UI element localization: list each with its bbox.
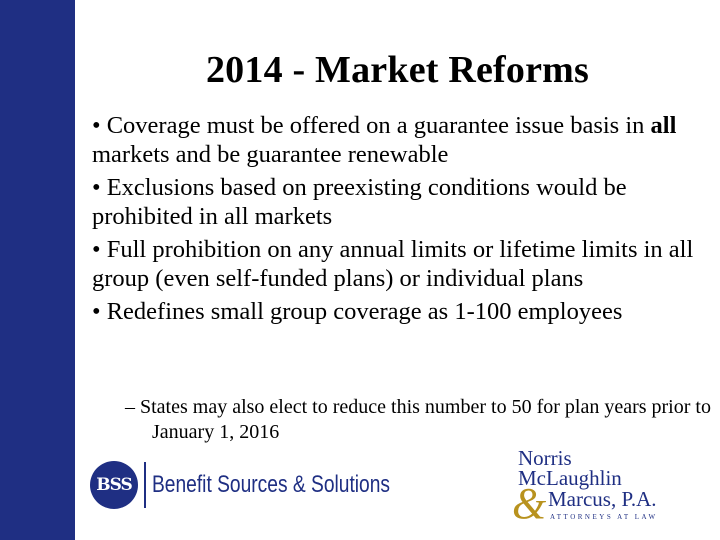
firm-name-line1: Norris: [518, 446, 572, 470]
norris-mclaughlin-logo: [510, 440, 710, 535]
left-sidebar-band: [0, 0, 75, 540]
bullet-item: [92, 297, 707, 326]
bullet-list: [92, 111, 707, 330]
bullet-text: • Coverage must be offered on a guarantee issue basis in: [92, 112, 651, 139]
bullet-item: [92, 111, 707, 169]
benefit-sources-logo: [90, 458, 450, 512]
bullet-text: markets and be guarantee renewable: [92, 141, 449, 168]
bss-seal-text: BSS: [96, 475, 132, 495]
firm-name-line3: Marcus, P.A.: [548, 487, 657, 511]
bullet-text: • Redefines small group coverage as 1-100 employees: [92, 298, 623, 325]
bullet-item: [92, 173, 707, 231]
firm-tagline: ATTORNEYS AT LAW: [550, 513, 658, 521]
bullet-text: • Exclusions based on preexisting conditions would be prohibited in all markets: [92, 174, 627, 230]
logo-divider: [144, 462, 146, 508]
bss-seal-icon: [90, 461, 138, 509]
ampersand-icon: &: [512, 479, 547, 528]
bss-company-name: Benefit Sources & Solutions: [152, 471, 391, 498]
bullet-text: • Full prohibition on any annual limits or lifetime limits in all group (even self-funded plans) or individual plans: [92, 236, 694, 292]
bullet-item: [92, 235, 707, 293]
firm-name-line2: McLaughlin: [518, 466, 622, 490]
bullet-emphasis: all: [650, 112, 677, 139]
slide-title: 2014 - Market Reforms: [205, 49, 589, 91]
sub-bullet: – States may also elect to reduce this number to 50 for plan years prior to January 1, 2016: [125, 396, 711, 443]
